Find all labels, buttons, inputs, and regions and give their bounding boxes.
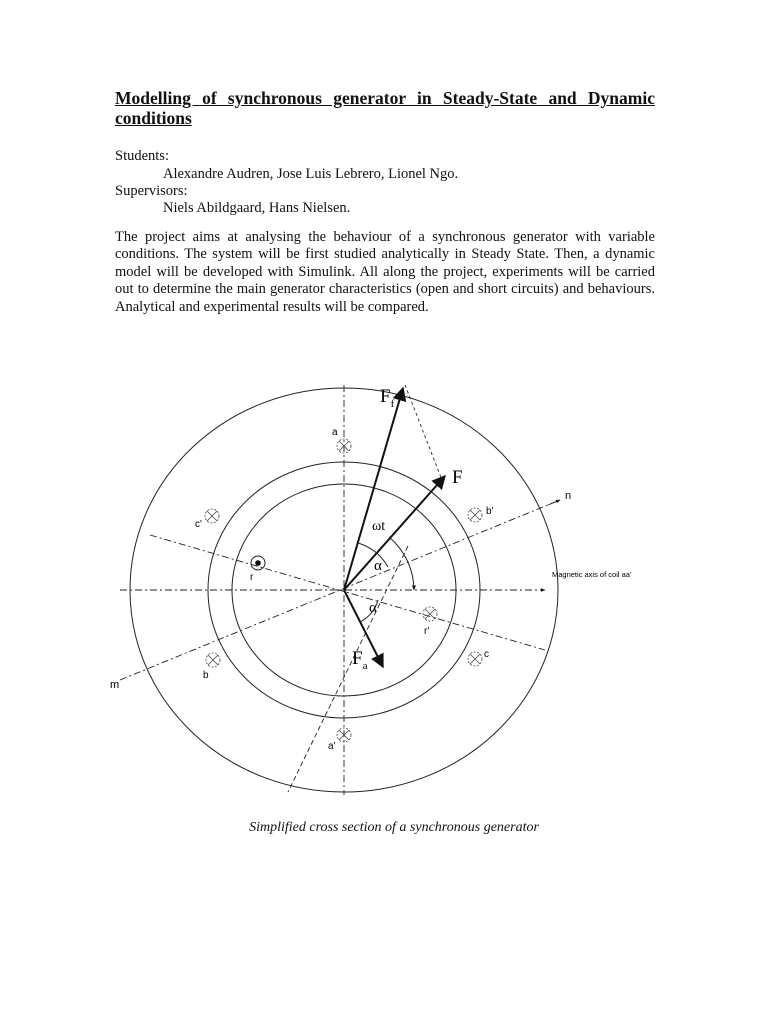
rotor-coil-r-label: r: [250, 572, 254, 583]
coil-c-label: c: [484, 649, 489, 660]
fa-projection-line: [288, 546, 408, 792]
n-axis-label: n: [565, 490, 572, 502]
coil-b-prime-icon: [468, 508, 482, 522]
abstract-paragraph: The project aims at analysing the behaviour of a synchronous generator with variable conditions. The system will be first studied analytically in Steady State. Then, a dynamic model will be developed with Simulink. All along the project, experiments will be carried out to determine the main generator characteristics (open and short circuits) and behaviours. Analytical and experimental results will be compared.: [115, 229, 655, 315]
figure-caption: Simplified cross section of a synchronous generator: [249, 820, 539, 835]
ff-vector-label: $F_f$: [380, 386, 395, 410]
rotor-coil-r-prime-label: r': [424, 626, 430, 637]
supervisors-names: Niels Abildgaard, Hans Nielsen.: [163, 200, 351, 216]
omega-t-label: ωt: [372, 519, 386, 534]
generator-diagram: [0, 370, 768, 810]
coil-a-label: a: [332, 427, 338, 438]
coil-b-icon: [206, 653, 220, 667]
m-axis-label: m: [110, 679, 120, 691]
document-title: Modelling of synchronous generator in Steady-State and Dynamic conditions: [115, 88, 655, 128]
fa-vector-label: $F_a$: [352, 648, 368, 672]
f-vector-label: F: [452, 467, 463, 488]
omega-t-arc: [389, 537, 414, 590]
alpha-lower-label: α: [369, 600, 377, 616]
coil-c-icon: [468, 652, 482, 666]
n-axis-arrow: [548, 500, 560, 505]
ff-parallelogram-line: [405, 385, 442, 480]
rotor-axis-line: [150, 535, 545, 650]
alpha-upper-label: α: [374, 558, 382, 574]
coil-c-prime-icon: [205, 509, 219, 523]
supervisors-label: Supervisors:: [115, 183, 188, 199]
coil-b-prime-label: b': [486, 506, 494, 517]
generator-cross-section-figure: [0, 370, 768, 810]
coil-a-prime-label: a': [328, 741, 336, 752]
magnetic-axis-label: Magnetic axis of coil aa': [552, 570, 632, 579]
rotor-coil-r-prime-icon: [423, 607, 437, 621]
coil-c-prime-label: c': [195, 519, 202, 530]
f-resultant-vector: [344, 476, 445, 590]
coil-b-label: b: [203, 670, 209, 681]
students-label: Students:: [115, 148, 169, 164]
rotor-coil-r-icon: [251, 556, 265, 570]
students-names: Alexandre Audren, Jose Luis Lebrero, Lionel Ngo.: [163, 166, 459, 182]
